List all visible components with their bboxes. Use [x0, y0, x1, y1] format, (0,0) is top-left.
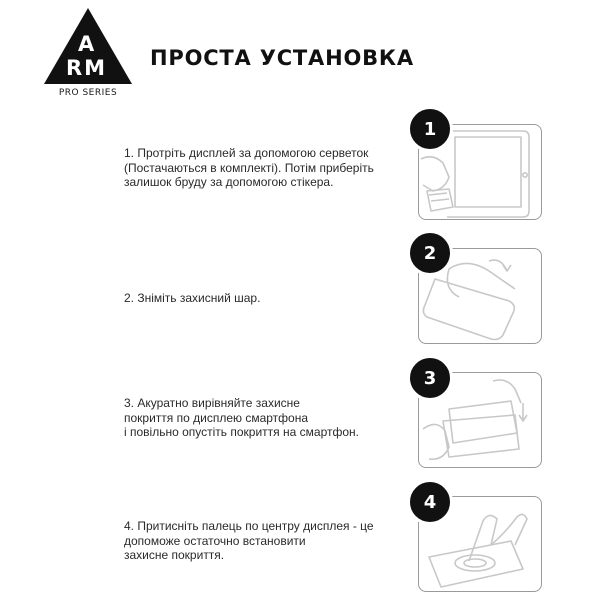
step-2-text — [124, 291, 404, 306]
step-4-line: захисне покриття. — [124, 548, 225, 562]
step-1-line: 1. Протріть дисплей за допомогою серветок — [124, 146, 369, 160]
step-3-line: 3. Акуратно вирівняйте захисне — [124, 396, 300, 410]
step-1-line: (Постачаються в комплекті). Потім приберіть — [124, 160, 374, 175]
step-4-line: 4. Притисніть палець по центру дисплея - це — [124, 519, 374, 533]
step-1-badge: 1 — [407, 106, 453, 152]
step-4-badge: 4 — [407, 479, 453, 525]
step-3-line: покриття по дисплею смартфона — [124, 410, 309, 425]
step-4-line: допоможе остаточно встановити — [124, 533, 306, 548]
step-2-badge: 2 — [407, 230, 453, 276]
logo-subtitle: PRO SERIES — [58, 88, 118, 98]
logo-letter-a: A — [78, 32, 95, 56]
step-1-line: залишок бруду за допомогою стікера. — [124, 175, 334, 189]
step-2-line: 2. Зніміть захисний шар. — [124, 291, 261, 305]
page-title: ПРОСТА УСТАНОВКА — [150, 46, 414, 70]
step-3-line: і повільно опустіть покриття на смартфон. — [124, 425, 359, 439]
step-3-badge: 3 — [407, 355, 453, 401]
step-1-text — [124, 146, 404, 190]
step-4-text — [124, 519, 404, 563]
arm-logo — [42, 8, 134, 98]
step-3-text — [124, 396, 404, 440]
logo-letters-rm: RM — [66, 56, 108, 80]
